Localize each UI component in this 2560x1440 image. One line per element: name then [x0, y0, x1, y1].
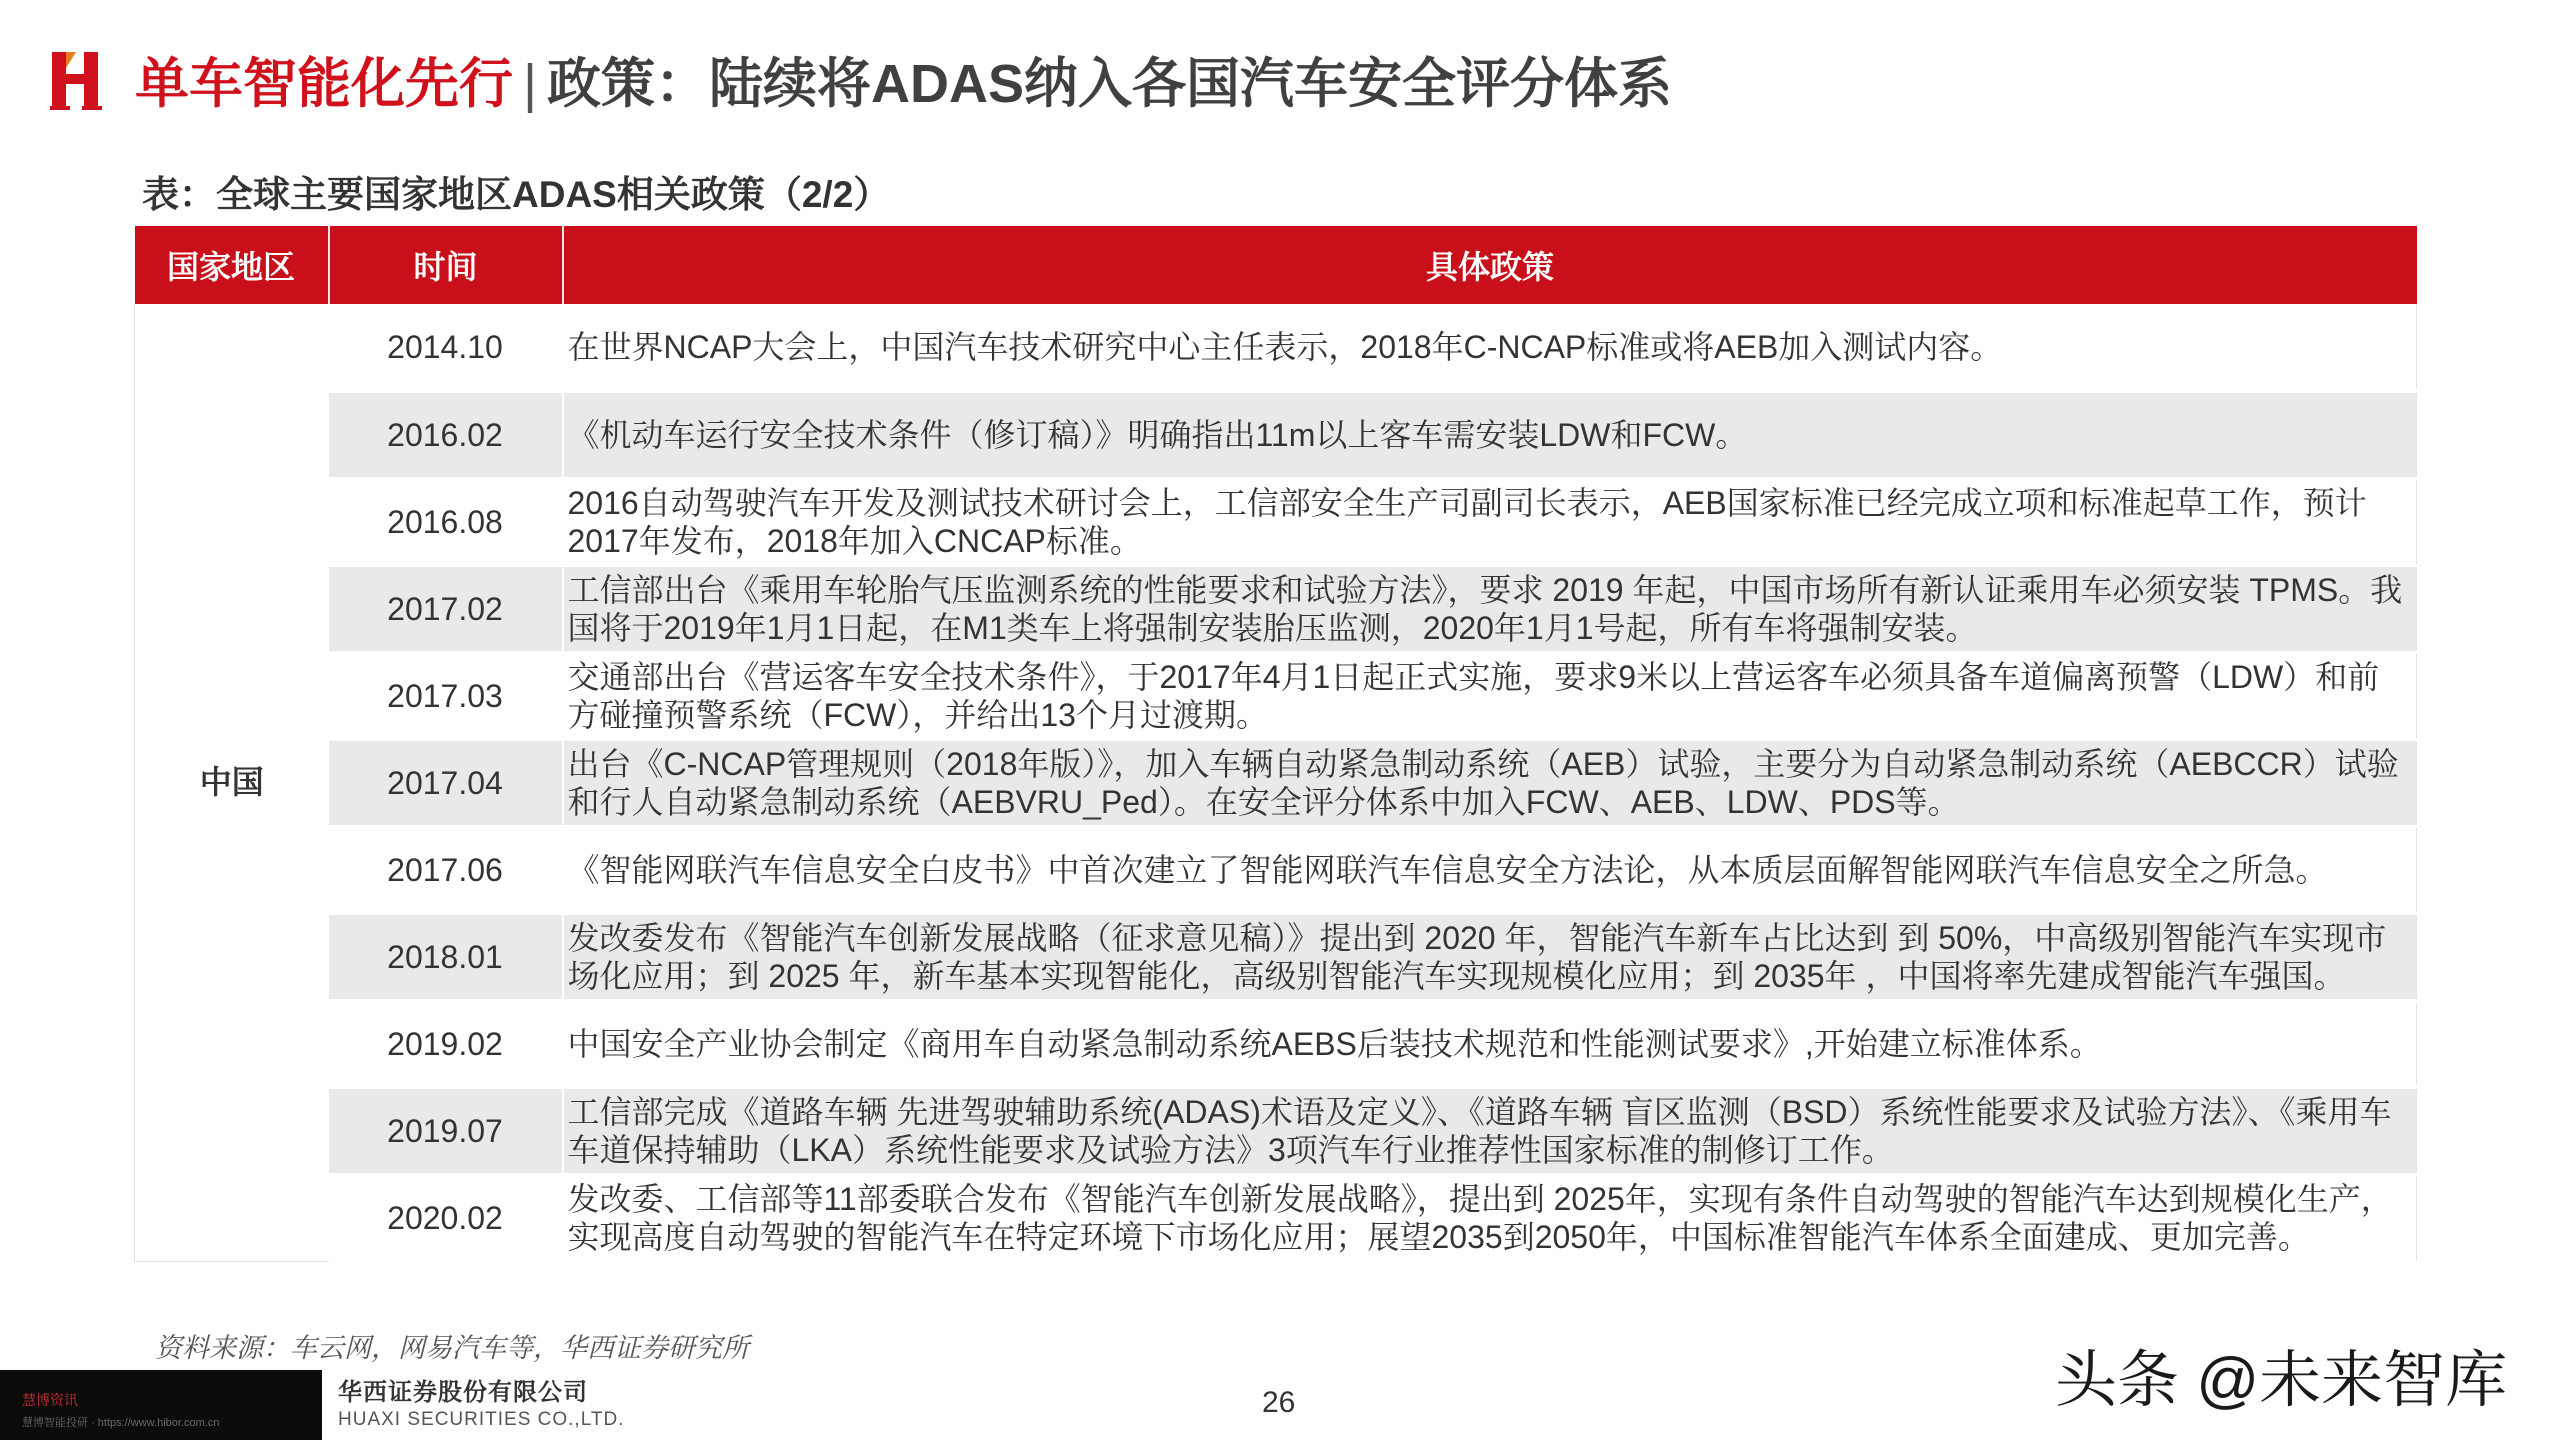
date-cell: 2016.08	[329, 478, 563, 565]
table-row	[135, 1000, 2417, 1087]
table-row	[135, 478, 2417, 565]
table-row	[135, 913, 2417, 1000]
date-cell: 2019.07	[329, 1087, 563, 1174]
date-cell: 2016.02	[329, 391, 563, 478]
company-name-cn: 华西证券股份有限公司	[338, 1377, 588, 1406]
policy-cell: 发改委、工信部等11部委联合发布《智能汽车创新发展战略》，提出到 2025年，实现有条件自动驾驶的智能汽车达到规模化生产，实现高度自动驾驶的智能汽车在特定环境下市场化应用；展望2035到2050年，中国标准智能汽车体系全面建成、更加完善。	[563, 1174, 2417, 1261]
policy-cell: 发改委发布《智能汽车创新发展战略（征求意见稿）》提出到 2020 年，智能汽车新车占比达到 到 50%，中高级别智能汽车实现市场化应用；到 2025 年，新车基本实现智能化，高级别智能汽车实现规模化应用；到 2035年 ，中国将率先建成智能汽车强国。	[563, 913, 2417, 1000]
company-name-en: HUAXI SECURITIES CO.,LTD.	[338, 1409, 625, 1430]
table-header-row	[135, 226, 2417, 304]
huaxi-h-logo-icon	[50, 50, 102, 110]
region-cell: 中国	[135, 304, 329, 1261]
policy-cell: 2016自动驾驶汽车开发及测试技术研讨会上，工信部安全生产司副司长表示，AEB国家标准已经完成立项和标准起草工作，预计2017年发布，2018年加入CNCAP标准。	[563, 478, 2417, 565]
table-caption: 表：全球主要国家地区ADAS相关政策（2/2）	[142, 174, 891, 215]
footer-band-text: 慧博资讯	[22, 1392, 78, 1408]
header-region: 国家地区	[135, 226, 329, 304]
policy-cell: 工信部出台《乘用车轮胎气压监测系统的性能要求和试验方法》，要求 2019 年起，中国市场所有新认证乘用车必须安装 TPMS。我国将于2019年1月1日起，在M1类车上将强制安装胎压监测，2020年1月1号起，所有车将强制安装。	[563, 565, 2417, 652]
table-row	[135, 826, 2417, 913]
page-number: 26	[1262, 1386, 1296, 1419]
policy-cell: 中国安全产业协会制定《商用车自动紧急制动系统AEBS后装技术规范和性能测试要求》,开始建立标准体系。	[563, 1000, 2417, 1087]
table-row	[135, 304, 2417, 391]
header-policy: 具体政策	[563, 226, 2417, 304]
date-cell: 2018.01	[329, 913, 563, 1000]
title-separator: |	[523, 54, 538, 114]
source-note: 资料来源：车云网，网易汽车等，华西证券研究所	[155, 1333, 749, 1363]
date-cell: 2014.10	[329, 304, 563, 391]
watermark: 头条 @未来智库	[2055, 1346, 2508, 1415]
table-row	[135, 1174, 2417, 1261]
title-main: 政策：陆续将ADAS纳入各国汽车安全评分体系	[547, 54, 1673, 114]
table-row	[135, 652, 2417, 739]
table-row	[135, 391, 2417, 478]
company-logo-text	[338, 1372, 624, 1431]
date-cell: 2017.04	[329, 739, 563, 826]
policy-cell: 出台《C-NCAP管理规则（2018年版）》，加入车辆自动紧急制动系统（AEB）试验，主要分为自动紧急制动系统（AEBCCR）试验和行人自动紧急制动系统（AEBVRU_Ped）。在安全评分体系中加入FCW、AEB、LDW、PDS等。	[563, 739, 2417, 826]
date-cell: 2019.02	[329, 1000, 563, 1087]
date-cell: 2017.03	[329, 652, 563, 739]
policy-cell: 《机动车运行安全技术条件（修订稿）》明确指出11m以上客车需安装LDW和FCW。	[563, 391, 2417, 478]
footer-band-subtext: 慧博智能投研 · https://www.hibor.com.cn	[22, 1417, 220, 1429]
table-row	[135, 1087, 2417, 1174]
table-row	[135, 739, 2417, 826]
policy-table	[134, 226, 2417, 1263]
footer-band	[0, 1370, 322, 1440]
policy-cell: 工信部完成《道路车辆 先进驾驶辅助系统(ADAS)术语及定义》、《道路车辆 盲区监测（BSD）系统性能要求及试验方法》、《乘用车车道保持辅助（LKA）系统性能要求及试验方法》3项汽车行业推荐性国家标准的制修订工作。	[563, 1087, 2417, 1174]
policy-cell: 交通部出台《营运客车安全技术条件》，于2017年4月1日起正式实施，要求9米以上营运客车必须具备车道偏离预警（LDW）和前方碰撞预警系统（FCW），并给出13个月过渡期。	[563, 652, 2417, 739]
header-date: 时间	[329, 226, 563, 304]
date-cell: 2020.02	[329, 1174, 563, 1261]
policy-cell: 《智能网联汽车信息安全白皮书》中首次建立了智能网联汽车信息安全方法论，从本质层面解智能网联汽车信息安全之所急。	[563, 826, 2417, 913]
table-row	[135, 565, 2417, 652]
date-cell: 2017.06	[329, 826, 563, 913]
title-highlight: 单车智能化先行	[135, 54, 513, 114]
date-cell: 2017.02	[329, 565, 563, 652]
policy-cell: 在世界NCAP大会上，中国汽车技术研究中心主任表示，2018年C-NCAP标准或将AEB加入测试内容。	[563, 304, 2417, 391]
page-title	[135, 48, 1672, 120]
